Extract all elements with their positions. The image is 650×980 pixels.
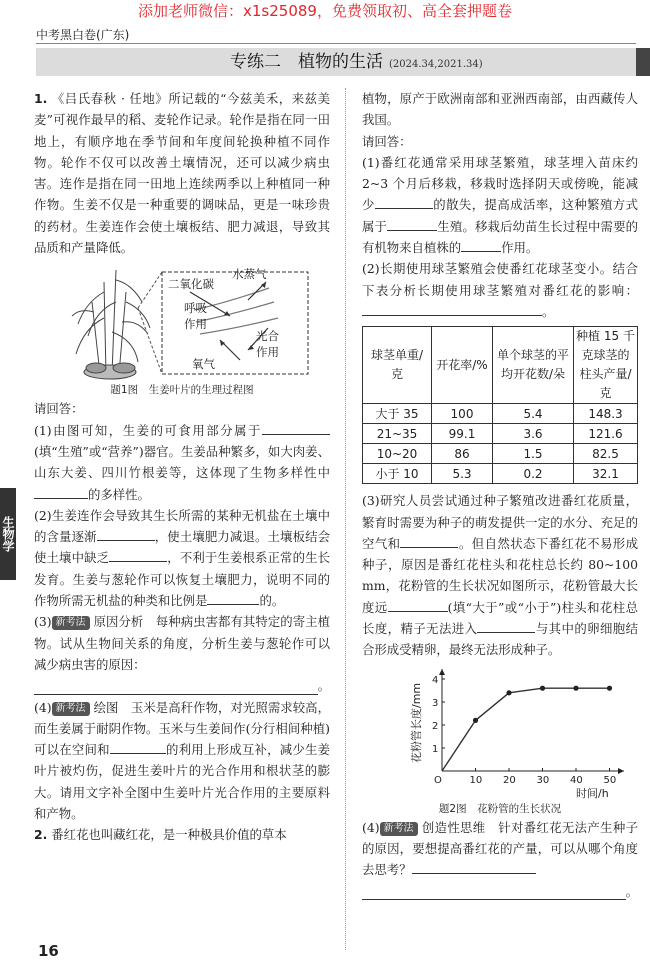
table-cell: 小于 10: [363, 464, 432, 484]
table-header-cell: 球茎单重/克: [363, 327, 432, 404]
q1-part3-number: (3): [34, 614, 52, 630]
question-1-intro: [34, 88, 330, 258]
table-cell: 10~20: [363, 444, 432, 464]
table-header-cell: 开花率/%: [432, 327, 493, 404]
chart-y-axis-arrow: [439, 669, 445, 675]
question-2-part-3: [362, 490, 638, 660]
question-2-part-1: [362, 152, 638, 258]
q1-part2-blank-3[interactable]: [207, 590, 259, 605]
chart-y-tick-label: 3: [432, 697, 439, 709]
ginger-leaf-figure: [34, 262, 330, 382]
table-header-row: [363, 327, 638, 404]
q1-part4-blank-1[interactable]: [110, 739, 166, 754]
figure-label-respiration-2: 作用: [184, 317, 207, 332]
q1-part4-text-a: 绘图 玉米是高秆作物，对光照需求较高，而生姜属于耐阴作物。玉米与生姜间作(分行相间种植)可以在空间和: [34, 699, 330, 758]
q2-part2-period: 。: [542, 303, 555, 319]
chart-x-tick-label: 50: [603, 774, 617, 786]
figure-label-co2: 二氧化碳: [168, 277, 214, 292]
table-cell: 21~35: [363, 424, 432, 444]
ginger-plant-illustration: [72, 270, 150, 379]
q1-part4-text-b: 的利用上形成互补，减少生姜叶片被灼伤，促进生姜叶片的光合作用和根状茎的膨大。请用文字补全图中生姜叶片光合作用的主要原料和产物。: [34, 742, 331, 822]
table-cell: 5.4: [493, 404, 574, 424]
chart-y-tick-label: 1: [432, 743, 439, 755]
question-2-start: [34, 824, 330, 845]
question-2-start-text: 番红花也叫藏红花，是一种极具价值的草本: [51, 827, 287, 843]
book-title: 中考黑白卷(广东): [36, 28, 130, 42]
table-cell: 86: [432, 444, 493, 464]
section-title: [230, 48, 483, 76]
chart-data-point: [573, 685, 578, 690]
q1-part3-answer-line: [34, 675, 330, 696]
question-1-number: 1.: [34, 91, 48, 106]
chart-x-tick-label: 40: [570, 774, 583, 786]
question-2-prompt: 请回答：: [362, 133, 412, 149]
q2-part3-blank-3[interactable]: [477, 618, 535, 633]
chart-x-axis-arrow: [618, 768, 624, 774]
table-header-cell: 种植 15 千克球茎的柱头产量/克: [574, 327, 638, 404]
question-2-part-2: [362, 258, 638, 322]
q2-part2-text-a: (2)长期使用球茎繁殖会使番红花球茎变小。结合下表分析长期使用球茎繁殖对番红花的影响：: [362, 261, 638, 298]
chart-y-tick-label: 2: [432, 720, 439, 732]
chart-y-axis-label: 花粉管长度/mm: [410, 682, 423, 763]
table-cell: 82.5: [574, 444, 638, 464]
left-column: [34, 88, 330, 846]
header-rule: [36, 43, 636, 44]
question-2-continuation: 植物，原产于欧洲南部和亚洲西南部，由西藏传人我国。: [362, 91, 638, 128]
q2-part1-text-b: 的散失，提高成活率，这种繁殖方式属于: [362, 197, 639, 234]
figure-label-photosynthesis-1: 光合: [256, 329, 279, 344]
chart-x-tick-label: 10: [469, 774, 483, 786]
pollen-tube-growth-chart: [362, 663, 638, 801]
table-cell: 1.5: [493, 444, 574, 464]
q2-part3-text-a: (3)研究人员尝试通过种子繁殖改进番红花质量，繁育时需要为种子的萌发提供一定的水分、充足的空气和: [362, 493, 638, 551]
q1-part1-text-a: (1)由图可知，生姜的可食用部分属于: [34, 422, 262, 438]
question-1-part-3: [34, 611, 330, 675]
q1-part3-period: 。: [317, 678, 330, 694]
chart-data-point: [607, 685, 612, 690]
question-1-prompt: 请回答：: [34, 401, 84, 417]
table-cell: 100: [432, 404, 493, 424]
figure-label-respiration-1: 呼吸: [184, 301, 207, 316]
q1-part2-text-c: ，不利于生姜根系正常的生长发育。生姜与葱轮作可以恢复土壤肥力，说明不同的作物所需无机盐的种类和比例是: [34, 550, 331, 609]
table-cell: 5.3: [432, 464, 493, 484]
q2-part4-text-a: 创造性思维 针对番红花无法产生种子的原因，要想提高番红花的产量，可以从哪个角度去思考？: [362, 819, 638, 878]
chart-data-point: [540, 685, 545, 690]
q2-part3-text-d: 与其中的卵细胞结合形成受精卵，最终无法形成种子。: [362, 621, 639, 658]
q1-part3-text: 原因分析 每种病虫害都有其特定的寄主植物。试从生物间关系的角度，分析生姜与葱轮作可以减少病虫害的原因：: [34, 614, 330, 672]
q2-part4-number: (4): [362, 819, 380, 835]
column-divider: [345, 88, 346, 950]
q1-part2-text-a: (2)生姜连作会导致其生长所需的某种无机盐在土壤中的含量逐渐: [34, 507, 330, 545]
q2-part1-blank-3[interactable]: [461, 237, 501, 252]
q1-part2-text-d: 的。: [259, 593, 285, 609]
chart-x-tick-label: 30: [536, 774, 550, 786]
question-2-number: 2.: [34, 827, 48, 843]
q1-part2-blank-1[interactable]: [97, 526, 155, 541]
table-cell: 121.6: [574, 424, 638, 444]
q1-part3-answer-blank[interactable]: [34, 676, 318, 695]
q1-part1-blank-1[interactable]: [262, 420, 296, 435]
section-title-text: 专练二 植物的生活: [230, 52, 383, 72]
chart-origin-label: O: [434, 774, 442, 786]
table-cell: 99.1: [432, 424, 493, 444]
q2-part4-period: 。: [625, 883, 638, 899]
q2-part1-text-c: 生殖。移栽后幼苗生长过程中需要的有机物来自植株的: [362, 218, 639, 256]
page-number: 16: [38, 942, 59, 960]
subject-side-tab: 生物学: [0, 488, 16, 580]
question-1-intro-text: 《吕氏春秋 · 任地》所记载的“今兹美禾，来兹美麦”可视作最早的稻、麦轮作记录。轮作是指在同一田地上，有顺序地在季节间和年度间轮换种植不同作物。轮作不仅可以改善土壤情况，还可以减少病虫害。连作是指在同一田地上连续两季以上种植同一种作物。生姜不仅是一种重要的调味品，更是一味珍贵的药材。生姜连作会使土壤板结、肥力减退，导致其品质和产量降低。: [34, 91, 330, 256]
chart-x-tick-label: 20: [503, 774, 516, 786]
q2-part4-answer-blank[interactable]: [362, 881, 626, 900]
question-2-part-4: [362, 817, 638, 881]
question-1-part-1: [34, 420, 330, 505]
q2-part4-answer-line: [362, 881, 638, 902]
question-1-part-4: [34, 697, 330, 825]
table-header-cell: 单个球茎的平均开花数/朵: [493, 327, 574, 404]
q2-part1-text-a: (1)番红花通常采用球茎繁殖，球茎埋入苗床约 2~3 个月后移栽，移栽时选择阴天或傍晚，能减少: [362, 154, 638, 213]
figure-1-caption: 题1图 生姜叶片的生理过程图: [110, 384, 254, 397]
q2-part4-blank-1[interactable]: [412, 859, 536, 874]
q1-part1-text-c: 的多样性。: [88, 486, 150, 502]
table-row: [363, 424, 638, 444]
new-method-badge: 新考法: [380, 822, 418, 836]
table-cell: 大于 35: [363, 404, 432, 424]
q1-part2-blank-2[interactable]: [109, 547, 167, 562]
table-cell: 3.6: [493, 424, 574, 444]
section-years: (2024.34,2021.34): [389, 59, 483, 70]
q2-part1-blank-2[interactable]: [387, 216, 437, 231]
q2-part1-text-d: 作用。: [501, 240, 539, 256]
chart-data-point: [506, 690, 511, 695]
chart-x-axis-label: 时间/h: [576, 786, 609, 800]
figure-2-caption: 题2图 花粉管的生长状况: [438, 802, 562, 815]
new-method-badge: 新考法: [52, 616, 90, 630]
chart-data-point: [473, 717, 478, 722]
q1-part1-text-b: (填“生殖”或“营养”)器官。生姜品种繁多，如大肉姜、山东大姜、四川竹根姜等，这体现了生物多样性中: [34, 443, 330, 481]
q2-part3-text-b: 。但自然状态下番红花不易形成种子，原因是番红花柱头和花柱总长约 80~100 mm，花粉管的生长状况如图所示，花粉管最大长度远: [362, 535, 639, 615]
chart-y-tick-label: 4: [432, 674, 439, 686]
q2-part3-blank-2[interactable]: [388, 597, 448, 612]
q2-part3-blank-1[interactable]: [400, 533, 458, 548]
right-column: [362, 88, 638, 902]
table-cell: 32.1: [574, 464, 638, 484]
table-row: [363, 464, 638, 484]
q2-part1-blank-1[interactable]: [375, 194, 433, 209]
q1-part1-blank-1b[interactable]: [296, 420, 330, 435]
q1-part1-blank-2[interactable]: [34, 484, 88, 499]
new-method-badge: 新考法: [52, 702, 90, 716]
table-row: [363, 444, 638, 464]
table-cell: 0.2: [493, 464, 574, 484]
figure-label-photosynthesis-2: 作用: [256, 345, 279, 360]
figure-label-water-vapor: 水蒸气: [232, 267, 267, 282]
q2-part2-blank[interactable]: [362, 301, 542, 316]
q1-part4-number: (4): [34, 699, 52, 715]
table-row: [363, 404, 638, 424]
q1-part2-text-b: ，使土壤肥力减退。土壤板结会使土壤中缺乏: [34, 529, 331, 566]
header-tab-marker: [636, 48, 650, 76]
question-1-part-2: [34, 505, 330, 611]
figure-label-oxygen: 氧气: [192, 357, 215, 372]
q2-part3-text-c: (填“大于”或“小于”)柱头和花柱总长度，精子无法进入: [362, 599, 638, 637]
table-cell: 148.3: [574, 404, 638, 424]
bulb-data-table: [362, 326, 638, 484]
promo-banner: 添加老师微信：x1s25089，免费领取初、高全套押题卷: [138, 2, 512, 20]
chart-series-line: [442, 688, 610, 771]
